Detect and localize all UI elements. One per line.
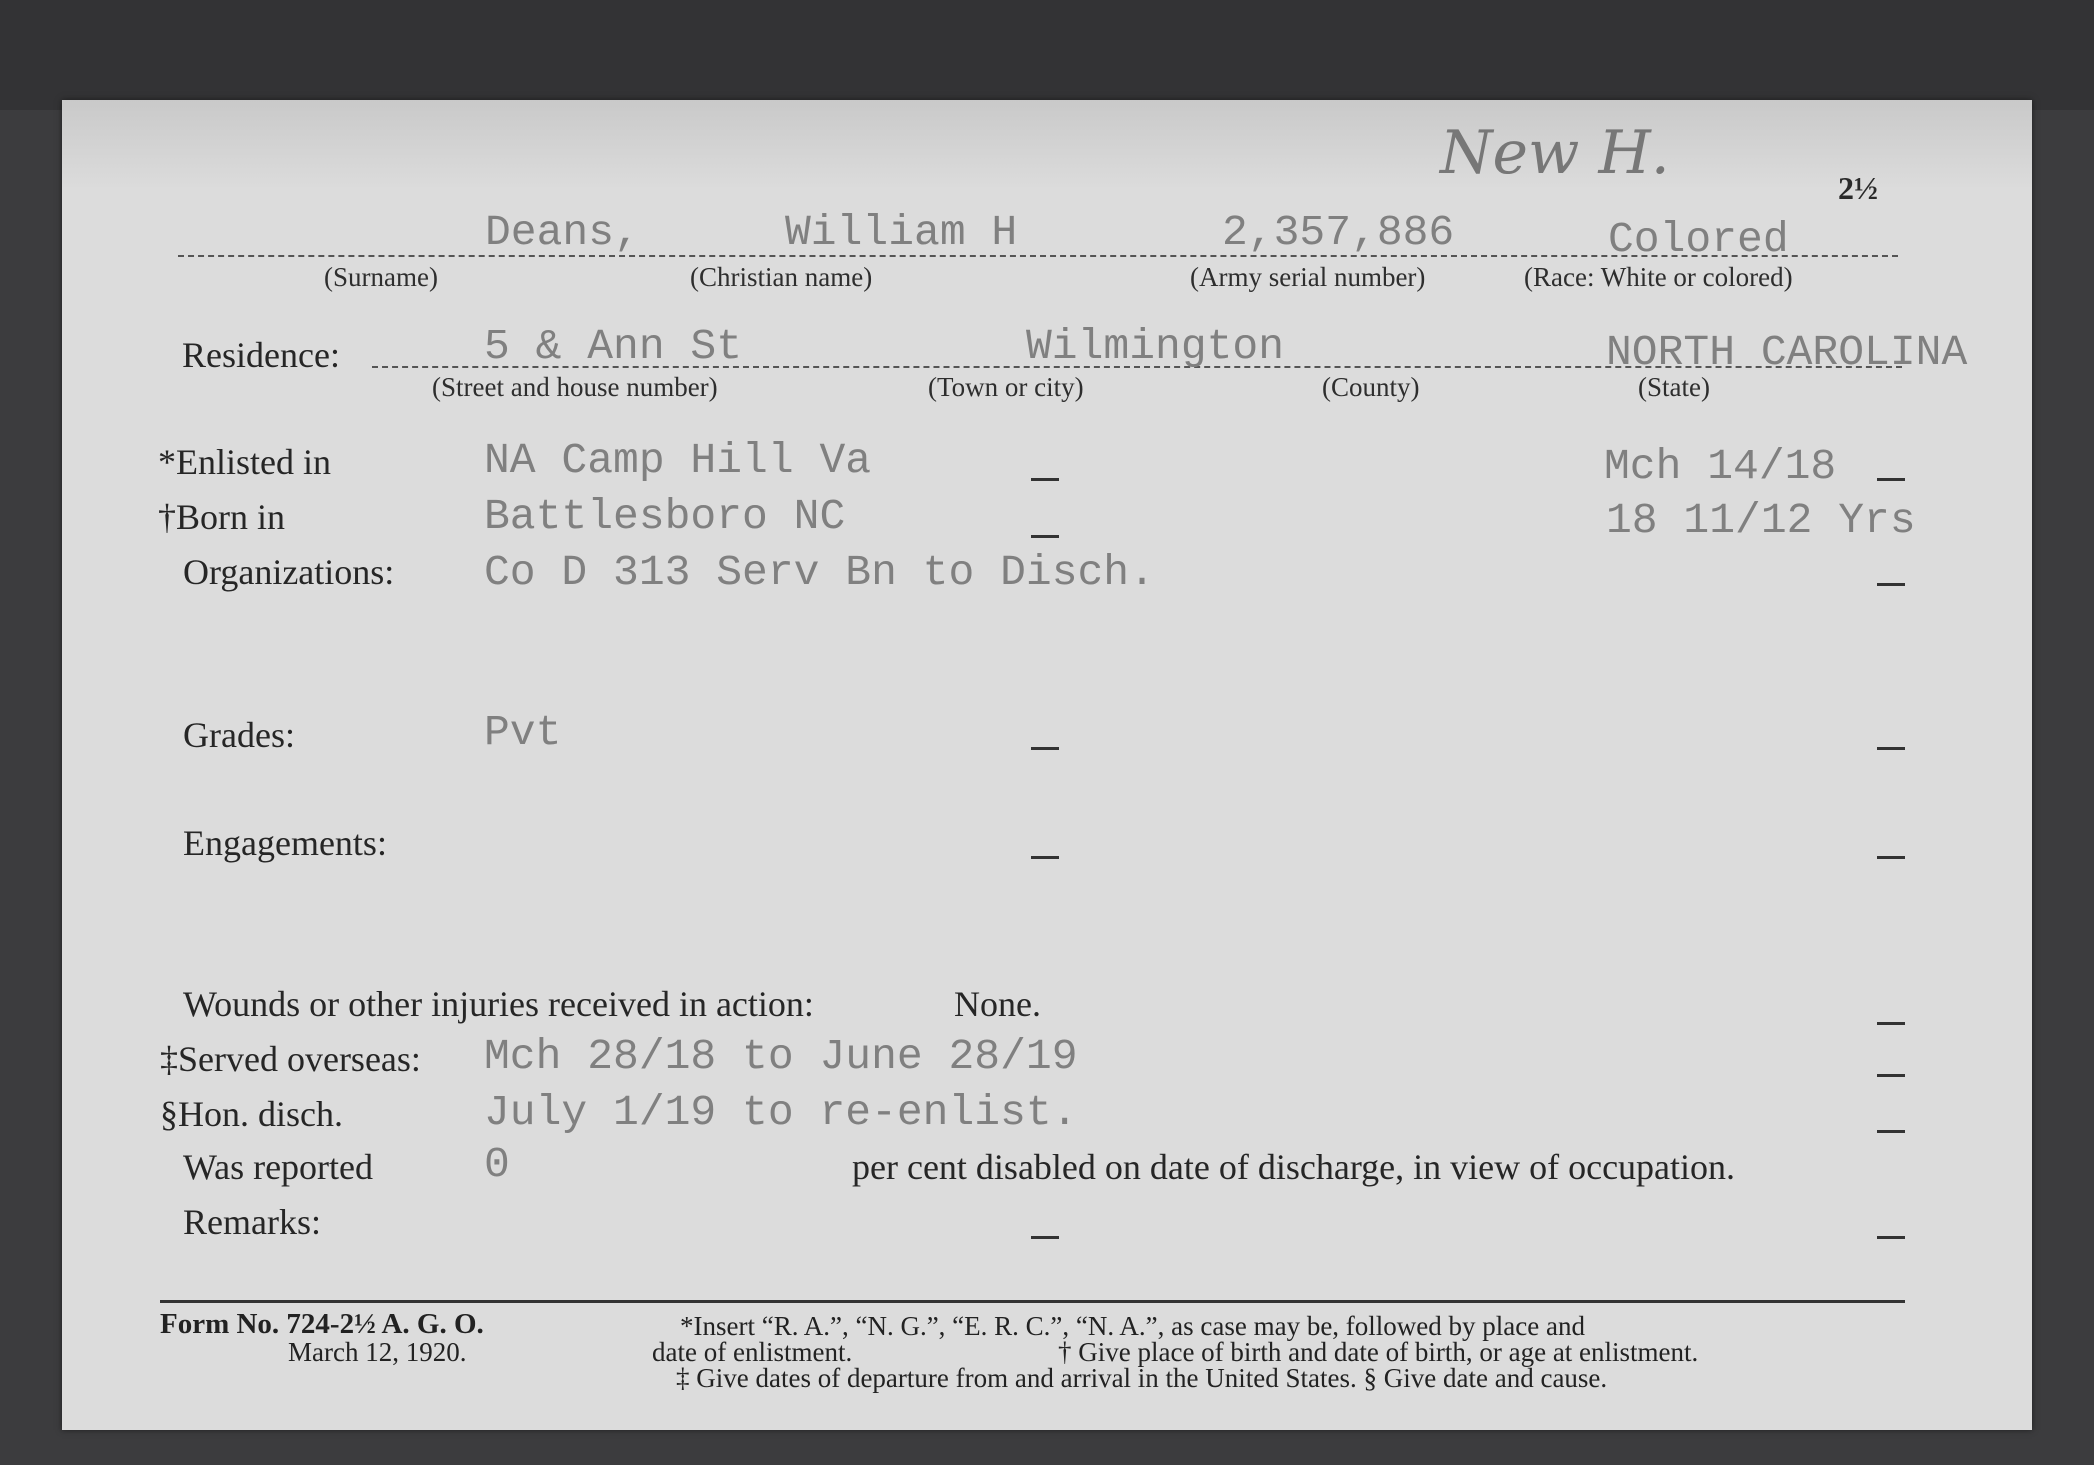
record-card xyxy=(62,100,2032,1430)
tick-mark xyxy=(1031,535,1059,538)
disability-value: 0 xyxy=(484,1140,510,1189)
caption-county: (County) xyxy=(1322,372,1420,402)
tick-mark xyxy=(1877,1022,1905,1025)
tick-mark xyxy=(1031,747,1059,750)
organizations-label: Organizations: xyxy=(183,552,395,592)
organizations-value: Co D 313 Serv Bn to Disch. xyxy=(484,548,1155,597)
tick-mark xyxy=(1877,856,1905,859)
engagements-label: Engagements: xyxy=(183,823,387,863)
caption-surname: (Surname) xyxy=(324,262,438,292)
footnote-line-1: *Insert “R. A.”, “N. G.”, “E. R. C.”, “N. A.”, as case may be, followed by place and xyxy=(680,1311,1585,1341)
form-date: March 12, 1920. xyxy=(288,1337,467,1367)
tick-mark xyxy=(1031,1236,1059,1239)
footnote-line-2b: † Give place of birth and date of birth, or age at enlistment. xyxy=(1058,1337,1699,1367)
residence-state-value: NORTH CAROLINA xyxy=(1606,328,1968,377)
page-number: 2½ xyxy=(1838,170,1878,206)
race-value: Colored xyxy=(1608,215,1789,264)
residence-label: Residence: xyxy=(182,335,340,375)
footnote-line-3: ‡ Give dates of departure from and arrival in the United States. § Give date and cause. xyxy=(676,1363,1608,1393)
grades-value: Pvt xyxy=(484,708,562,757)
served-overseas-label: ‡Served overseas: xyxy=(160,1039,421,1079)
tick-mark xyxy=(1877,747,1905,750)
hon-disch-label: §Hon. disch. xyxy=(160,1094,343,1134)
footer-rule xyxy=(160,1300,1905,1303)
caption-serial-number: (Army serial number) xyxy=(1190,262,1426,292)
served-overseas-value: Mch 28/18 to June 28/19 xyxy=(484,1032,1078,1081)
enlisted-label: *Enlisted in xyxy=(158,442,331,482)
christian-name-value: William H xyxy=(785,208,1018,257)
background-top xyxy=(0,0,2094,110)
tick-mark xyxy=(1877,478,1905,481)
born-label: †Born in xyxy=(158,497,286,537)
caption-race: (Race: White or colored) xyxy=(1524,262,1793,292)
surname-value: Deans, xyxy=(485,208,640,257)
caption-street: (Street and house number) xyxy=(432,372,718,402)
born-age-value: 18 11/12 Yrs xyxy=(1606,496,1916,545)
enlisted-place-value: NA Camp Hill Va xyxy=(484,436,872,485)
remarks-label: Remarks: xyxy=(183,1202,321,1242)
form-number: Form No. 724-2½ A. G. O. xyxy=(160,1308,484,1340)
tick-mark xyxy=(1877,583,1905,586)
hon-disch-value: July 1/19 to re-enlist. xyxy=(484,1088,1078,1137)
caption-town: (Town or city) xyxy=(928,372,1084,402)
caption-christian-name: (Christian name) xyxy=(690,262,873,292)
card-top-shade xyxy=(62,100,2032,190)
disability-suffix: per cent disabled on date of discharge, in view of occupation. xyxy=(852,1147,1736,1187)
enlisted-date-value: Mch 14/18 xyxy=(1604,442,1837,491)
handwritten-note: New H. xyxy=(1440,118,1670,188)
grades-label: Grades: xyxy=(183,715,295,755)
was-reported-label: Was reported xyxy=(183,1147,374,1187)
wounds-value: None. xyxy=(954,984,1041,1024)
tick-mark xyxy=(1031,478,1059,481)
tick-mark xyxy=(1877,1236,1905,1239)
wounds-label: Wounds or other injuries received in action: xyxy=(183,984,814,1024)
residence-street-value: 5 & Ann St xyxy=(484,322,743,371)
tick-mark xyxy=(1031,856,1059,859)
footnote-line-2a: date of enlistment. xyxy=(652,1337,853,1367)
born-place-value: Battlesboro NC xyxy=(484,492,846,541)
tick-mark xyxy=(1877,1074,1905,1077)
tick-mark xyxy=(1877,1130,1905,1133)
residence-town-value: Wilmington xyxy=(1026,322,1285,371)
caption-state: (State) xyxy=(1638,372,1710,402)
serial-number-value: 2,357,886 xyxy=(1222,208,1455,257)
